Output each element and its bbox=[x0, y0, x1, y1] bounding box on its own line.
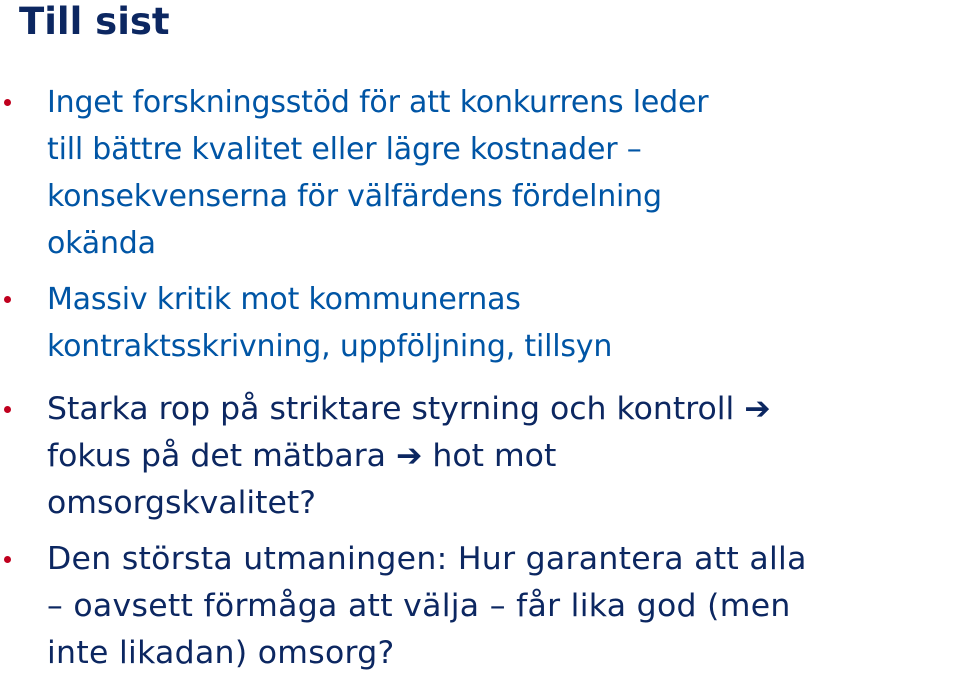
bullet-line: kontraktsskrivning, uppföljning, tillsyn bbox=[47, 329, 613, 364]
slide-title: Till sist bbox=[19, 0, 170, 43]
bullet-line: Starka rop på striktare styrning och kontroll ➔ bbox=[47, 391, 771, 427]
bullet-line: inte likadan) omsorg? bbox=[47, 635, 395, 671]
bullet-line: till bättre kvalitet eller lägre kostnader – bbox=[47, 132, 642, 167]
bullet-line: omsorgskvalitet? bbox=[47, 485, 316, 521]
bullet-dot-icon bbox=[4, 556, 11, 563]
bullet-text-2 bbox=[47, 276, 960, 370]
bullet-dot-icon bbox=[4, 99, 11, 106]
bullet-line: Den största utmaningen: Hur garantera att alla bbox=[47, 541, 807, 577]
bullet-line: Massiv kritik mot kommunernas bbox=[47, 282, 521, 317]
bullet-line: Inget forskningsstöd för att konkurrens leder bbox=[47, 85, 709, 120]
bullet-text-1 bbox=[47, 79, 960, 267]
bullet-dot-icon bbox=[4, 406, 11, 413]
bullet-line: fokus på det mätbara ➔ hot mot bbox=[47, 438, 557, 474]
bullet-line: konsekvenserna för välfärdens fördelning bbox=[47, 179, 662, 214]
bullet-dot-icon bbox=[4, 296, 11, 303]
bullet-text-4 bbox=[47, 536, 960, 677]
bullet-line: – oavsett förmåga att välja – får lika god (men bbox=[47, 588, 791, 624]
bullet-line: okända bbox=[47, 226, 156, 261]
bullet-text-3 bbox=[47, 386, 960, 527]
